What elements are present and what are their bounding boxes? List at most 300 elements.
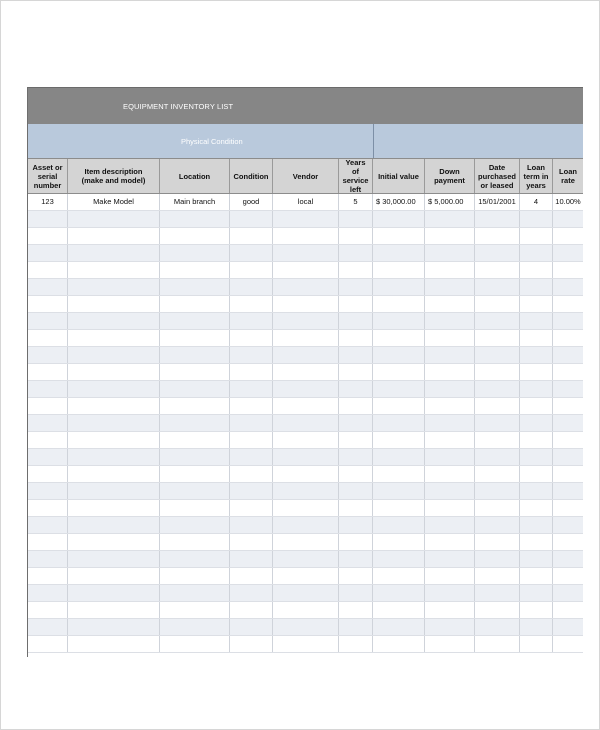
cell-item-description[interactable] — [68, 313, 160, 329]
cell-item-description[interactable] — [68, 466, 160, 482]
cell-item-description[interactable] — [68, 279, 160, 295]
cell-years-left[interactable] — [339, 347, 373, 363]
cell-initial-value[interactable] — [373, 551, 425, 567]
cell-loan-rate[interactable] — [553, 585, 583, 601]
cell-item-description[interactable] — [68, 245, 160, 261]
cell-location[interactable] — [160, 483, 230, 499]
cell-years-left[interactable] — [339, 398, 373, 414]
cell-loan-rate[interactable] — [553, 568, 583, 584]
cell-loan-term[interactable] — [520, 313, 553, 329]
cell-years-left[interactable] — [339, 245, 373, 261]
cell-initial-value[interactable] — [373, 483, 425, 499]
cell-initial-value[interactable] — [373, 296, 425, 312]
cell-vendor[interactable] — [273, 364, 339, 380]
cell-condition[interactable] — [230, 449, 273, 465]
cell-loan-rate[interactable] — [553, 262, 583, 278]
cell-vendor[interactable] — [273, 381, 339, 397]
cell-item-description[interactable] — [68, 432, 160, 448]
cell-asset-number[interactable] — [28, 381, 68, 397]
cell-vendor[interactable] — [273, 500, 339, 516]
cell-loan-rate[interactable] — [553, 500, 583, 516]
cell-down-payment[interactable] — [425, 466, 475, 482]
cell-loan-term[interactable] — [520, 619, 553, 635]
cell-asset-number[interactable] — [28, 449, 68, 465]
cell-item-description[interactable] — [68, 517, 160, 533]
cell-loan-term[interactable] — [520, 211, 553, 227]
cell-asset-number[interactable] — [28, 330, 68, 346]
cell-years-left[interactable] — [339, 330, 373, 346]
cell-loan-rate[interactable] — [553, 364, 583, 380]
cell-asset-number[interactable] — [28, 296, 68, 312]
header-down-payment[interactable]: Down payment — [425, 159, 475, 193]
cell-years-left[interactable] — [339, 364, 373, 380]
cell-loan-rate[interactable] — [553, 330, 583, 346]
cell-vendor[interactable] — [273, 313, 339, 329]
cell-loan-term[interactable] — [520, 364, 553, 380]
cell-asset-number[interactable] — [28, 228, 68, 244]
cell-asset-number[interactable] — [28, 245, 68, 261]
cell-asset-number[interactable] — [28, 398, 68, 414]
cell-vendor[interactable]: local — [273, 194, 339, 210]
cell-vendor[interactable] — [273, 211, 339, 227]
cell-vendor[interactable] — [273, 330, 339, 346]
cell-date-purchased[interactable] — [475, 602, 520, 618]
cell-asset-number[interactable]: 123 — [28, 194, 68, 210]
cell-date-purchased[interactable] — [475, 245, 520, 261]
cell-loan-rate[interactable] — [553, 296, 583, 312]
cell-condition[interactable] — [230, 636, 273, 652]
cell-loan-rate[interactable] — [553, 228, 583, 244]
cell-asset-number[interactable] — [28, 483, 68, 499]
cell-down-payment[interactable] — [425, 534, 475, 550]
cell-date-purchased[interactable] — [475, 517, 520, 533]
cell-years-left[interactable] — [339, 534, 373, 550]
cell-vendor[interactable] — [273, 466, 339, 482]
cell-loan-rate[interactable] — [553, 449, 583, 465]
cell-date-purchased[interactable] — [475, 466, 520, 482]
cell-asset-number[interactable] — [28, 585, 68, 601]
cell-initial-value[interactable] — [373, 415, 425, 431]
cell-initial-value[interactable] — [373, 211, 425, 227]
cell-initial-value[interactable] — [373, 398, 425, 414]
cell-asset-number[interactable] — [28, 364, 68, 380]
cell-vendor[interactable] — [273, 228, 339, 244]
cell-item-description[interactable] — [68, 296, 160, 312]
cell-location[interactable] — [160, 398, 230, 414]
cell-initial-value[interactable] — [373, 330, 425, 346]
cell-loan-rate[interactable] — [553, 245, 583, 261]
cell-location[interactable] — [160, 432, 230, 448]
cell-location[interactable] — [160, 636, 230, 652]
cell-initial-value[interactable] — [373, 245, 425, 261]
cell-down-payment[interactable] — [425, 432, 475, 448]
cell-loan-term[interactable] — [520, 449, 553, 465]
cell-date-purchased[interactable] — [475, 551, 520, 567]
cell-loan-term[interactable] — [520, 551, 553, 567]
cell-years-left[interactable] — [339, 551, 373, 567]
cell-location[interactable] — [160, 415, 230, 431]
cell-years-left[interactable] — [339, 211, 373, 227]
cell-initial-value[interactable] — [373, 313, 425, 329]
header-location[interactable]: Location — [160, 159, 230, 193]
cell-down-payment[interactable] — [425, 364, 475, 380]
cell-asset-number[interactable] — [28, 313, 68, 329]
cell-loan-rate[interactable] — [553, 551, 583, 567]
cell-years-left[interactable] — [339, 228, 373, 244]
cell-date-purchased[interactable] — [475, 483, 520, 499]
cell-location[interactable] — [160, 585, 230, 601]
cell-initial-value[interactable] — [373, 466, 425, 482]
cell-item-description[interactable] — [68, 568, 160, 584]
cell-date-purchased[interactable] — [475, 534, 520, 550]
cell-vendor[interactable] — [273, 347, 339, 363]
cell-initial-value[interactable] — [373, 364, 425, 380]
cell-condition[interactable] — [230, 381, 273, 397]
cell-item-description[interactable] — [68, 330, 160, 346]
cell-years-left[interactable] — [339, 415, 373, 431]
cell-condition[interactable] — [230, 347, 273, 363]
cell-date-purchased[interactable] — [475, 262, 520, 278]
cell-date-purchased[interactable] — [475, 211, 520, 227]
cell-initial-value[interactable] — [373, 347, 425, 363]
cell-item-description[interactable] — [68, 483, 160, 499]
cell-item-description[interactable] — [68, 534, 160, 550]
cell-date-purchased[interactable] — [475, 500, 520, 516]
header-loan-term[interactable]: Loan term in years — [520, 159, 553, 193]
cell-vendor[interactable] — [273, 398, 339, 414]
cell-years-left[interactable] — [339, 466, 373, 482]
cell-down-payment[interactable] — [425, 347, 475, 363]
cell-vendor[interactable] — [273, 551, 339, 567]
cell-condition[interactable] — [230, 330, 273, 346]
cell-loan-rate[interactable] — [553, 466, 583, 482]
cell-item-description[interactable] — [68, 551, 160, 567]
cell-condition[interactable] — [230, 602, 273, 618]
cell-condition[interactable] — [230, 585, 273, 601]
cell-loan-term[interactable] — [520, 296, 553, 312]
cell-item-description[interactable] — [68, 398, 160, 414]
cell-years-left[interactable] — [339, 483, 373, 499]
cell-condition[interactable] — [230, 466, 273, 482]
cell-date-purchased[interactable] — [475, 228, 520, 244]
cell-location[interactable] — [160, 228, 230, 244]
cell-date-purchased[interactable]: 15/01/2001 — [475, 194, 520, 210]
cell-condition[interactable] — [230, 245, 273, 261]
cell-vendor[interactable] — [273, 483, 339, 499]
cell-years-left[interactable] — [339, 517, 373, 533]
cell-condition[interactable] — [230, 262, 273, 278]
cell-down-payment[interactable] — [425, 500, 475, 516]
cell-years-left[interactable] — [339, 279, 373, 295]
cell-down-payment[interactable] — [425, 330, 475, 346]
cell-initial-value[interactable] — [373, 568, 425, 584]
cell-down-payment[interactable] — [425, 602, 475, 618]
cell-location[interactable] — [160, 517, 230, 533]
cell-condition[interactable] — [230, 619, 273, 635]
cell-vendor[interactable] — [273, 619, 339, 635]
cell-location[interactable] — [160, 534, 230, 550]
cell-location[interactable] — [160, 313, 230, 329]
cell-years-left[interactable] — [339, 449, 373, 465]
cell-vendor[interactable] — [273, 296, 339, 312]
cell-years-left[interactable] — [339, 500, 373, 516]
cell-loan-term[interactable] — [520, 245, 553, 261]
cell-years-left[interactable]: 5 — [339, 194, 373, 210]
cell-down-payment[interactable] — [425, 449, 475, 465]
cell-vendor[interactable] — [273, 517, 339, 533]
cell-location[interactable] — [160, 619, 230, 635]
cell-asset-number[interactable] — [28, 636, 68, 652]
cell-initial-value[interactable]: $ 30,000.00 — [373, 194, 425, 210]
header-loan-rate[interactable]: Loan rate — [559, 167, 577, 185]
cell-date-purchased[interactable] — [475, 364, 520, 380]
cell-asset-number[interactable] — [28, 534, 68, 550]
cell-loan-term[interactable] — [520, 568, 553, 584]
cell-loan-term[interactable] — [520, 381, 553, 397]
cell-condition[interactable] — [230, 279, 273, 295]
cell-loan-rate[interactable] — [553, 313, 583, 329]
cell-condition[interactable] — [230, 432, 273, 448]
cell-date-purchased[interactable] — [475, 330, 520, 346]
cell-location[interactable] — [160, 262, 230, 278]
cell-down-payment[interactable] — [425, 517, 475, 533]
cell-item-description[interactable] — [68, 500, 160, 516]
cell-loan-rate[interactable] — [553, 483, 583, 499]
cell-condition[interactable] — [230, 313, 273, 329]
cell-condition[interactable] — [230, 398, 273, 414]
cell-years-left[interactable] — [339, 313, 373, 329]
cell-loan-term[interactable] — [520, 534, 553, 550]
cell-initial-value[interactable] — [373, 636, 425, 652]
cell-loan-term[interactable] — [520, 398, 553, 414]
cell-down-payment[interactable] — [425, 296, 475, 312]
cell-down-payment[interactable] — [425, 636, 475, 652]
cell-down-payment[interactable] — [425, 245, 475, 261]
cell-down-payment[interactable] — [425, 619, 475, 635]
cell-asset-number[interactable] — [28, 347, 68, 363]
cell-item-description[interactable] — [68, 619, 160, 635]
cell-loan-term[interactable] — [520, 347, 553, 363]
cell-asset-number[interactable] — [28, 262, 68, 278]
cell-loan-rate[interactable] — [553, 636, 583, 652]
cell-initial-value[interactable] — [373, 381, 425, 397]
cell-loan-rate[interactable] — [553, 279, 583, 295]
cell-vendor[interactable] — [273, 568, 339, 584]
cell-loan-term[interactable]: 4 — [520, 194, 553, 210]
cell-loan-rate[interactable] — [553, 432, 583, 448]
header-date-purchased[interactable]: Date purchased or leased — [475, 159, 520, 193]
cell-item-description[interactable] — [68, 262, 160, 278]
cell-initial-value[interactable] — [373, 602, 425, 618]
cell-loan-rate[interactable] — [553, 381, 583, 397]
cell-loan-term[interactable] — [520, 636, 553, 652]
cell-condition[interactable] — [230, 296, 273, 312]
cell-loan-term[interactable] — [520, 228, 553, 244]
cell-date-purchased[interactable] — [475, 279, 520, 295]
cell-loan-rate[interactable] — [553, 517, 583, 533]
cell-loan-term[interactable] — [520, 432, 553, 448]
cell-loan-term[interactable] — [520, 500, 553, 516]
cell-initial-value[interactable] — [373, 619, 425, 635]
cell-location[interactable] — [160, 296, 230, 312]
cell-initial-value[interactable] — [373, 228, 425, 244]
header-initial-value[interactable]: Initial value — [373, 159, 425, 193]
cell-condition[interactable] — [230, 364, 273, 380]
cell-years-left[interactable] — [339, 432, 373, 448]
cell-years-left[interactable] — [339, 636, 373, 652]
cell-location[interactable]: Main branch — [160, 194, 230, 210]
cell-years-left[interactable] — [339, 262, 373, 278]
cell-down-payment[interactable] — [425, 568, 475, 584]
cell-date-purchased[interactable] — [475, 568, 520, 584]
cell-condition[interactable] — [230, 551, 273, 567]
cell-date-purchased[interactable] — [475, 585, 520, 601]
cell-item-description[interactable] — [68, 449, 160, 465]
cell-location[interactable] — [160, 245, 230, 261]
cell-asset-number[interactable] — [28, 211, 68, 227]
cell-asset-number[interactable] — [28, 279, 68, 295]
cell-asset-number[interactable] — [28, 415, 68, 431]
header-years-left[interactable]: Years of service left — [339, 159, 373, 193]
cell-loan-rate[interactable] — [553, 398, 583, 414]
cell-loan-rate[interactable] — [553, 415, 583, 431]
cell-down-payment[interactable] — [425, 585, 475, 601]
cell-date-purchased[interactable] — [475, 347, 520, 363]
header-condition[interactable]: Condition — [230, 159, 273, 193]
cell-loan-term[interactable] — [520, 262, 553, 278]
cell-item-description[interactable] — [68, 415, 160, 431]
cell-item-description[interactable]: Make Model — [68, 194, 160, 210]
cell-asset-number[interactable] — [28, 500, 68, 516]
cell-asset-number[interactable] — [28, 602, 68, 618]
cell-item-description[interactable] — [68, 585, 160, 601]
cell-vendor[interactable] — [273, 449, 339, 465]
cell-location[interactable] — [160, 466, 230, 482]
cell-date-purchased[interactable] — [475, 619, 520, 635]
cell-asset-number[interactable] — [28, 568, 68, 584]
cell-date-purchased[interactable] — [475, 381, 520, 397]
cell-item-description[interactable] — [68, 364, 160, 380]
cell-condition[interactable] — [230, 568, 273, 584]
cell-location[interactable] — [160, 330, 230, 346]
cell-down-payment[interactable] — [425, 483, 475, 499]
cell-date-purchased[interactable] — [475, 313, 520, 329]
cell-initial-value[interactable] — [373, 432, 425, 448]
cell-loan-term[interactable] — [520, 279, 553, 295]
cell-vendor[interactable] — [273, 636, 339, 652]
cell-asset-number[interactable] — [28, 466, 68, 482]
cell-asset-number[interactable] — [28, 517, 68, 533]
cell-condition[interactable] — [230, 211, 273, 227]
cell-vendor[interactable] — [273, 262, 339, 278]
cell-asset-number[interactable] — [28, 432, 68, 448]
cell-condition[interactable] — [230, 415, 273, 431]
cell-initial-value[interactable] — [373, 279, 425, 295]
cell-location[interactable] — [160, 347, 230, 363]
cell-initial-value[interactable] — [373, 534, 425, 550]
cell-loan-rate[interactable] — [553, 534, 583, 550]
cell-date-purchased[interactable] — [475, 636, 520, 652]
cell-loan-rate[interactable]: 10.00% — [555, 197, 581, 206]
cell-vendor[interactable] — [273, 279, 339, 295]
cell-vendor[interactable] — [273, 432, 339, 448]
cell-condition[interactable] — [230, 534, 273, 550]
cell-date-purchased[interactable] — [475, 398, 520, 414]
cell-item-description[interactable] — [68, 228, 160, 244]
cell-item-description[interactable] — [68, 347, 160, 363]
cell-years-left[interactable] — [339, 619, 373, 635]
cell-location[interactable] — [160, 211, 230, 227]
cell-vendor[interactable] — [273, 602, 339, 618]
cell-location[interactable] — [160, 279, 230, 295]
cell-location[interactable] — [160, 551, 230, 567]
cell-loan-term[interactable] — [520, 466, 553, 482]
cell-location[interactable] — [160, 449, 230, 465]
cell-date-purchased[interactable] — [475, 415, 520, 431]
cell-down-payment[interactable] — [425, 262, 475, 278]
cell-item-description[interactable] — [68, 381, 160, 397]
cell-loan-term[interactable] — [520, 602, 553, 618]
cell-condition[interactable]: good — [230, 194, 273, 210]
cell-years-left[interactable] — [339, 585, 373, 601]
cell-condition[interactable] — [230, 517, 273, 533]
cell-vendor[interactable] — [273, 534, 339, 550]
cell-years-left[interactable] — [339, 568, 373, 584]
cell-down-payment[interactable] — [425, 415, 475, 431]
cell-loan-term[interactable] — [520, 330, 553, 346]
cell-loan-term[interactable] — [520, 415, 553, 431]
cell-date-purchased[interactable] — [475, 432, 520, 448]
cell-vendor[interactable] — [273, 415, 339, 431]
cell-years-left[interactable] — [339, 602, 373, 618]
cell-item-description[interactable] — [68, 636, 160, 652]
cell-loan-term[interactable] — [520, 483, 553, 499]
cell-loan-term[interactable] — [520, 517, 553, 533]
cell-down-payment[interactable] — [425, 381, 475, 397]
cell-down-payment[interactable] — [425, 313, 475, 329]
cell-condition[interactable] — [230, 228, 273, 244]
cell-initial-value[interactable] — [373, 500, 425, 516]
cell-loan-term[interactable] — [520, 585, 553, 601]
cell-down-payment[interactable]: $ 5,000.00 — [425, 194, 475, 210]
cell-location[interactable] — [160, 568, 230, 584]
cell-down-payment[interactable] — [425, 398, 475, 414]
cell-loan-rate[interactable] — [553, 347, 583, 363]
cell-asset-number[interactable] — [28, 551, 68, 567]
cell-loan-rate[interactable] — [553, 602, 583, 618]
header-asset-number[interactable]: Asset or serial number — [28, 159, 68, 193]
cell-item-description[interactable] — [68, 602, 160, 618]
cell-asset-number[interactable] — [28, 619, 68, 635]
cell-initial-value[interactable] — [373, 585, 425, 601]
cell-down-payment[interactable] — [425, 228, 475, 244]
cell-vendor[interactable] — [273, 585, 339, 601]
cell-initial-value[interactable] — [373, 449, 425, 465]
cell-initial-value[interactable] — [373, 262, 425, 278]
cell-condition[interactable] — [230, 500, 273, 516]
cell-years-left[interactable] — [339, 381, 373, 397]
cell-item-description[interactable] — [68, 211, 160, 227]
cell-vendor[interactable] — [273, 245, 339, 261]
header-item-description[interactable]: Item description (make and model) — [68, 159, 160, 193]
cell-location[interactable] — [160, 381, 230, 397]
cell-down-payment[interactable] — [425, 551, 475, 567]
cell-down-payment[interactable] — [425, 279, 475, 295]
cell-initial-value[interactable] — [373, 517, 425, 533]
cell-date-purchased[interactable] — [475, 296, 520, 312]
cell-loan-rate[interactable] — [553, 619, 583, 635]
cell-location[interactable] — [160, 364, 230, 380]
